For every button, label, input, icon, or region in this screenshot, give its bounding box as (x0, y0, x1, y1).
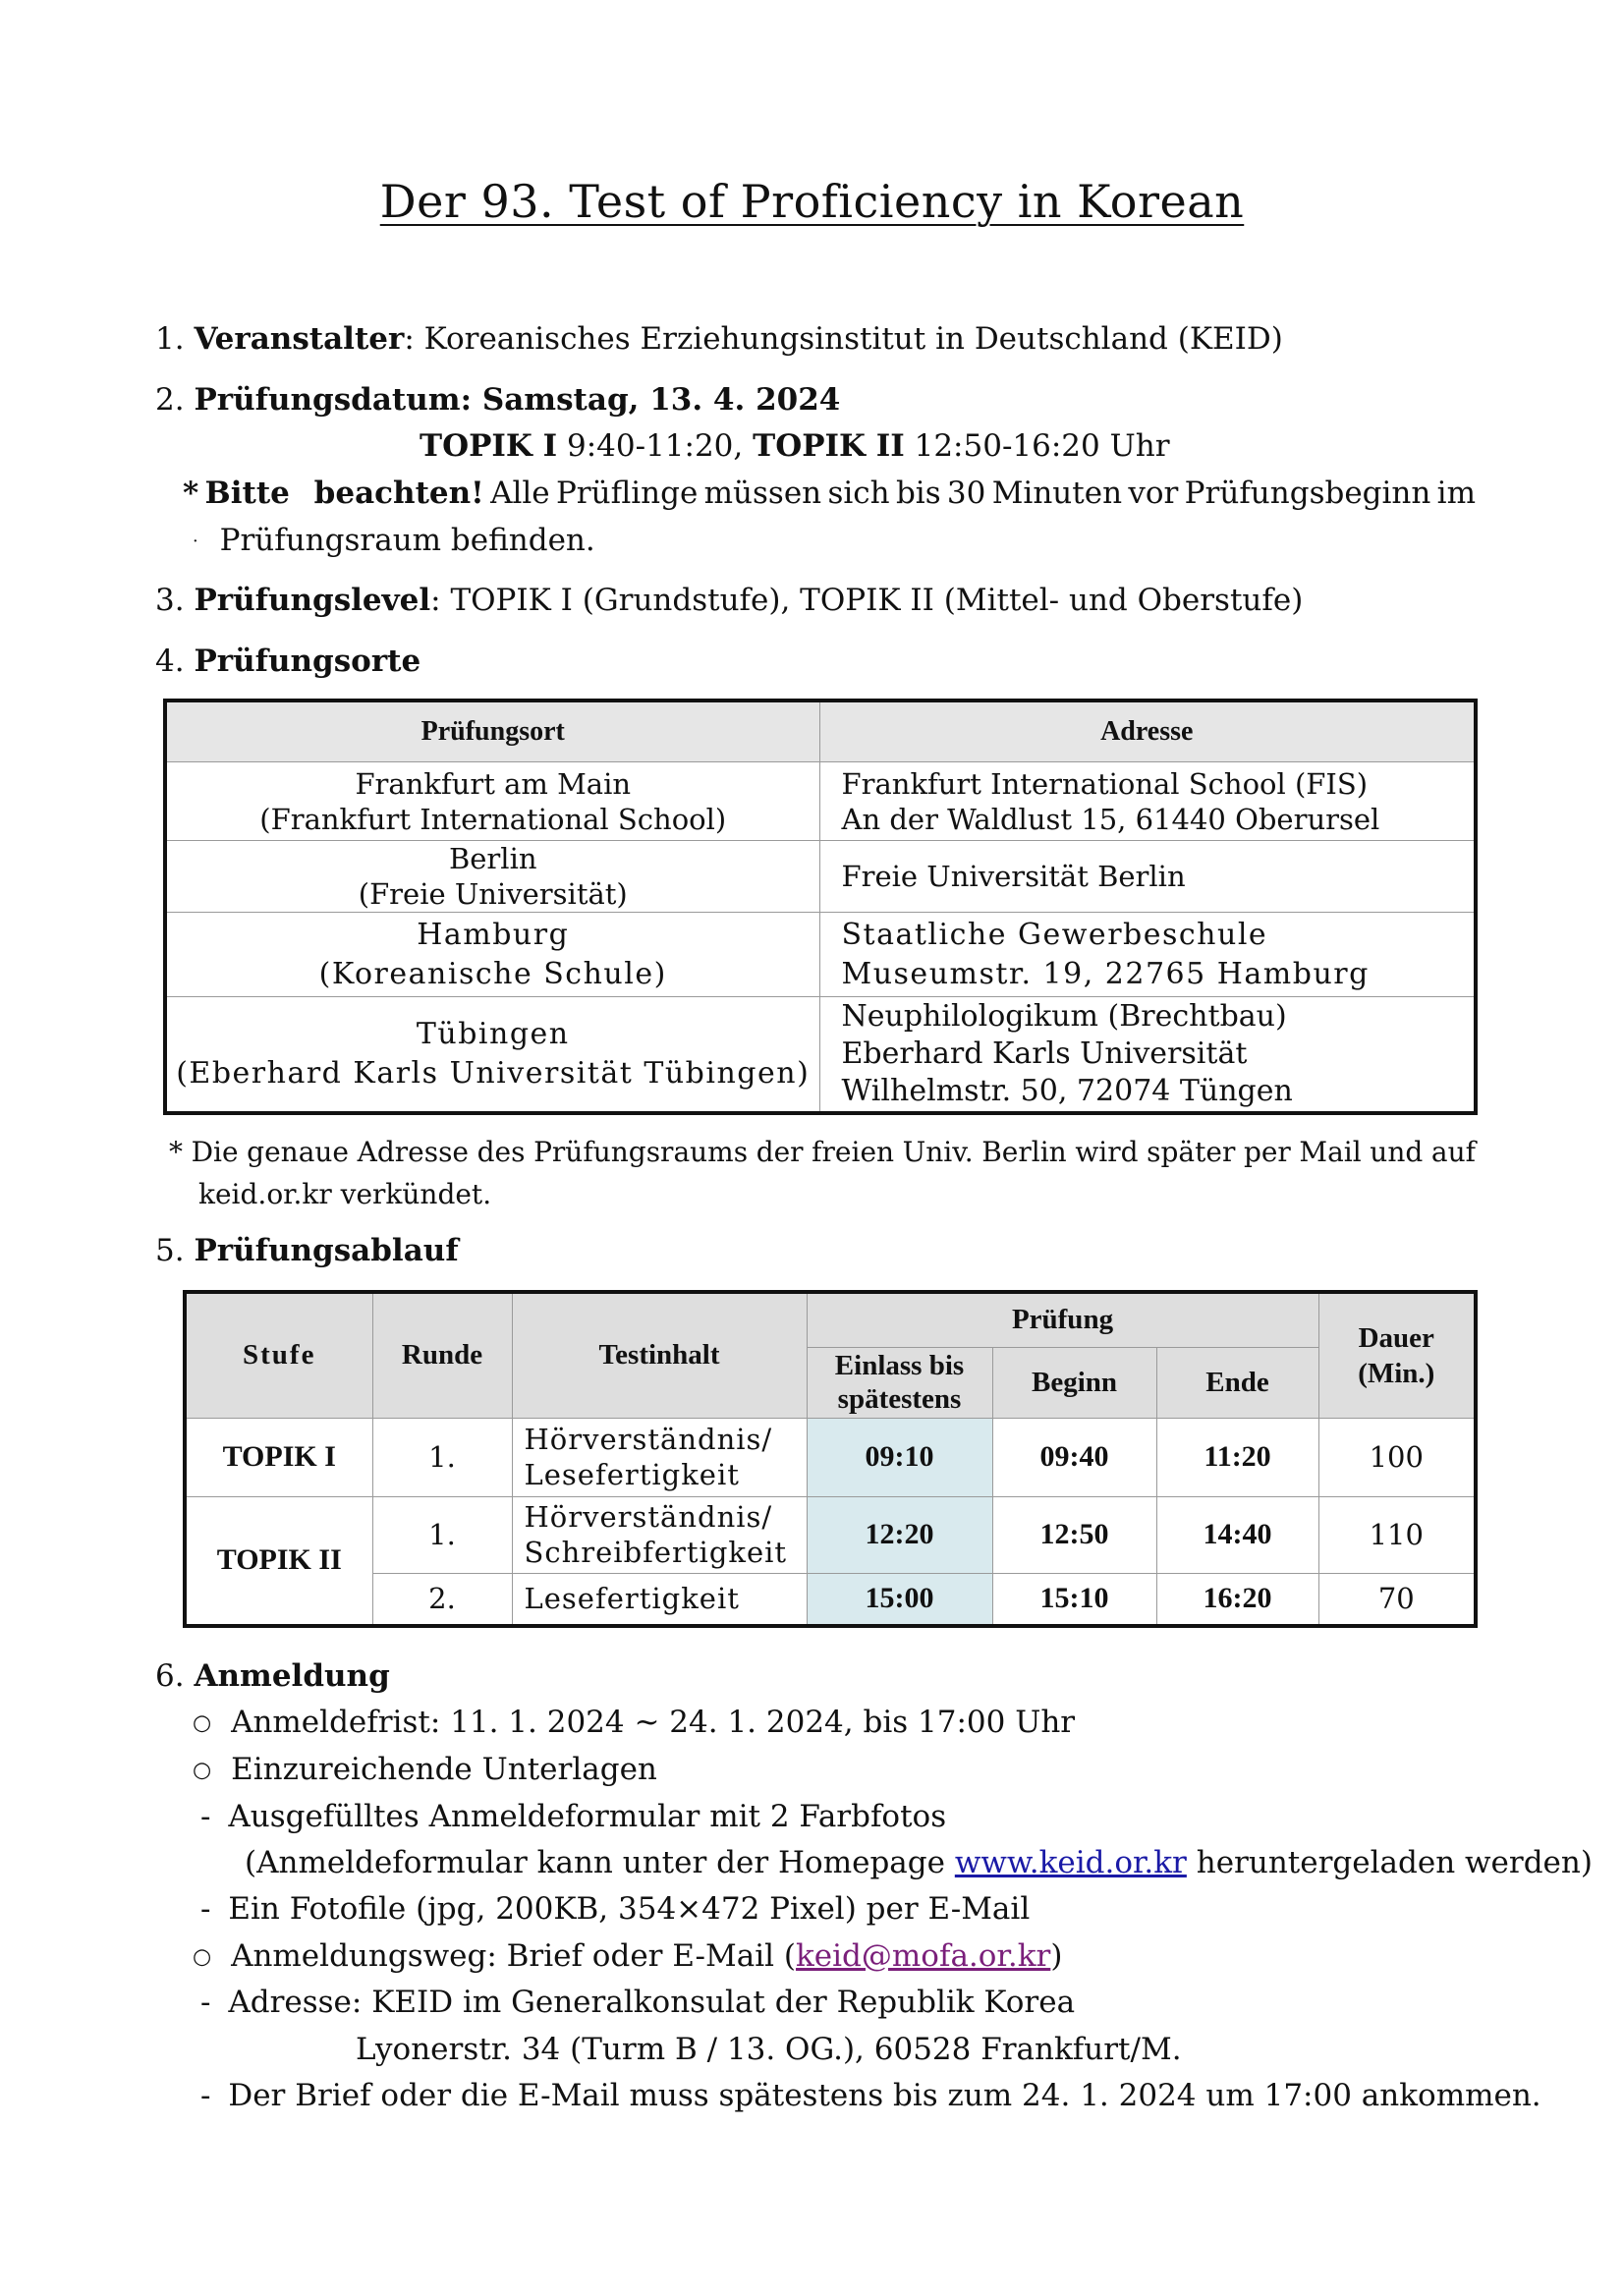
note-word: später (1147, 1136, 1236, 1168)
adresse-text: Adresse: KEID im Generalkonsulat der Republik Korea (228, 1985, 1076, 2020)
place-detail: (Eberhard Karls Universität Tübingen) (176, 1055, 811, 1091)
note-line2-text: Prüfungsraum befinden. (219, 523, 595, 558)
section-4-note-line2: keid.or.kr verkündet. (198, 1178, 492, 1210)
header-ende: Ende (1156, 1347, 1318, 1418)
address-line: Frankfurt International School (FIS) (841, 766, 1369, 801)
section-6 (155, 1656, 390, 1696)
section-6-number: 6. (155, 1658, 185, 1694)
section-5-number: 5. (155, 1233, 185, 1268)
dash-bullet: - (200, 1799, 211, 1834)
topik-2-label: TOPIK II (753, 428, 905, 464)
beginn-cell: 12:50 (992, 1496, 1156, 1573)
beginn-cell: 15:10 (992, 1573, 1156, 1626)
formular-note-post: heruntergeladen werden) (1186, 1845, 1593, 1880)
note-word: müssen (703, 476, 822, 511)
testinhalt-line: Hörverständnis/ (524, 1423, 773, 1456)
header-dauer: Dauer (Min.) (1318, 1292, 1476, 1418)
formular-note-pre: (Anmeldeformular kann unter der Homepage (245, 1845, 955, 1880)
section-5 (155, 1231, 459, 1270)
runde-cell: 2. (372, 1573, 512, 1626)
section-4 (155, 642, 420, 681)
header-pruefung: Prüfung (807, 1292, 1318, 1347)
anmeldungsweg-text (231, 1938, 1062, 1974)
note-word: und (1370, 1136, 1424, 1168)
runde-cell: 1. (372, 1418, 512, 1496)
note-word: des (476, 1136, 526, 1168)
section-4-label: Prüfungsorte (194, 644, 421, 679)
formular-note (245, 1843, 1593, 1882)
address-cell (819, 841, 1476, 913)
anmeldungsweg-pre: Anmeldungsweg: Brief oder E-Mail ( (231, 1938, 797, 1974)
address-cell (819, 762, 1476, 841)
testinhalt-cell (512, 1418, 807, 1496)
note-word: Adresse (357, 1136, 470, 1168)
note-word: im (1436, 476, 1476, 511)
email-link[interactable]: keid@mofa.or.kr (796, 1938, 1051, 1974)
note-word: Mail (1299, 1136, 1362, 1168)
testinhalt-line: Hörverständnis/ (524, 1500, 773, 1534)
einlass-cell: 09:10 (807, 1418, 992, 1496)
frist-final-item (200, 2076, 1541, 2115)
note-word: genaue (247, 1136, 349, 1168)
note-word: Prüfungsraums (533, 1136, 749, 1168)
section-2-number: 2. (155, 382, 185, 418)
address-cell (819, 997, 1476, 1113)
place-name: Tübingen (416, 1016, 570, 1051)
note-word: Prüflinge (555, 476, 699, 511)
address-line: Neuphilologikum (Brechtbau) (841, 998, 1287, 1034)
note-word: Minuten (991, 476, 1123, 511)
topik-1-label: TOPIK I (420, 428, 558, 464)
header-testinhalt: Testinhalt (512, 1292, 807, 1418)
place-cell (165, 997, 819, 1113)
address-line: Wilhelmstr. 50, 72074 Tüngen (841, 1073, 1293, 1108)
section-6-label: Anmeldung (194, 1658, 390, 1694)
ende-cell: 11:20 (1156, 1418, 1318, 1496)
section-1-text: : Koreanisches Erziehungsinstitut in Deutschland (KEID) (404, 321, 1283, 357)
stufe-cell: TOPIK I (185, 1418, 372, 1496)
testinhalt-line: Schreibfertigkeit (524, 1536, 788, 1569)
place-name: Hamburg (417, 917, 570, 952)
header-pruefungsort: Prüfungsort (165, 700, 819, 762)
note-star: * (169, 1136, 183, 1168)
note-dot: · (193, 531, 198, 552)
fotofile-text: Ein Fotofile (jpg, 200KB, 354×472 Pixel) per E-Mail (228, 1891, 1031, 1927)
header-adresse: Adresse (819, 700, 1476, 762)
note-word: Alle (490, 476, 550, 511)
anmeldungsweg-post: ) (1050, 1938, 1063, 1974)
address-line: Eberhard Karls Universität (841, 1036, 1248, 1071)
adresse-line2: Lyonerstr. 34 (Turm B / 13. OG.), 60528 Frankfurt/M. (356, 2032, 1182, 2067)
page-title: Der 93. Test of Proficiency in Korean (379, 175, 1245, 228)
address-line: Freie Universität Berlin (841, 860, 1186, 893)
note-word: per (1243, 1136, 1291, 1168)
circle-bullet-icon: ○ (193, 1944, 212, 1970)
section-4-note (169, 1133, 1476, 1172)
fotofile-item (200, 1889, 1030, 1929)
note-word: 30 (946, 476, 986, 511)
table-row (165, 913, 1476, 997)
table-row (165, 997, 1476, 1113)
place-cell (165, 762, 819, 841)
testinhalt-line: Lesefertigkeit (524, 1458, 740, 1491)
section-2-note (183, 474, 1476, 513)
header-stufe: Stufe (185, 1292, 372, 1418)
section-2-label: Prüfungsdatum: Samstag, 13. 4. 2024 (194, 382, 841, 418)
testinhalt-cell (512, 1496, 807, 1573)
table-row (185, 1573, 1476, 1626)
topik-2-time: 12:50-16:20 Uhr (904, 428, 1170, 464)
place-detail: (Freie Universität) (358, 877, 628, 911)
unterlagen-item (193, 1750, 657, 1791)
einlass-cell: 12:20 (807, 1496, 992, 1573)
place-cell (165, 913, 819, 997)
ende-cell: 16:20 (1156, 1573, 1318, 1626)
section-2-note-line2 (193, 521, 595, 562)
circle-bullet-icon: ○ (193, 1710, 212, 1736)
section-1-label: Veranstalter (194, 321, 405, 357)
frist-final-text: Der Brief oder die E-Mail muss spätestens bis zum 24. 1. 2024 um 17:00 ankommen. (228, 2078, 1541, 2113)
note-bold: Bitte beachten! (204, 476, 484, 511)
schedule-table (183, 1290, 1478, 1628)
topik-1-time: 9:40-11:20, (557, 428, 754, 464)
circle-bullet-icon: ○ (193, 1758, 212, 1783)
section-3-label: Prüfungslevel (194, 583, 431, 618)
ende-cell: 14:40 (1156, 1496, 1318, 1573)
section-3-text: : TOPIK I (Grundstufe), TOPIK II (Mittel- und Oberstufe) (430, 583, 1304, 618)
address-line: Museumstr. 19, 22765 Hamburg (841, 956, 1370, 991)
section-3-number: 3. (155, 583, 185, 618)
place-detail: (Koreanische Schule) (318, 956, 667, 991)
stufe-cell: TOPIK II (185, 1496, 372, 1626)
section-4-number: 4. (155, 644, 185, 679)
dash-bullet: - (200, 2078, 211, 2113)
dash-bullet: - (200, 1891, 211, 1927)
note-word: freien (812, 1136, 895, 1168)
address-line: An der Waldlust 15, 61440 Oberursel (841, 802, 1380, 836)
note-word: der (756, 1136, 804, 1168)
note-word: sich (827, 476, 890, 511)
section-1 (155, 319, 1283, 359)
runde-cell: 1. (372, 1496, 512, 1573)
formular-item (200, 1797, 946, 1836)
address-line: Staatliche Gewerbeschule (841, 917, 1268, 952)
table-header-row (165, 700, 1476, 762)
einlass-cell: 15:00 (807, 1573, 992, 1626)
place-detail: (Frankfurt International School) (259, 802, 727, 836)
dauer-cell: 100 (1318, 1418, 1476, 1496)
section-5-label: Prüfungsablauf (194, 1233, 459, 1268)
adresse-item (200, 1983, 1075, 2022)
header-runde: Runde (372, 1292, 512, 1418)
table-header-row (185, 1292, 1476, 1347)
note-word: vor (1128, 476, 1179, 511)
header-einlass: Einlass bis spätestens (807, 1347, 992, 1418)
dash-bullet: - (200, 1985, 211, 2020)
beginn-cell: 09:40 (992, 1418, 1156, 1496)
header-beginn: Beginn (992, 1347, 1156, 1418)
address-cell (819, 913, 1476, 997)
anmeldefrist-item (193, 1703, 1075, 1744)
locations-table (163, 699, 1478, 1115)
place-cell (165, 841, 819, 913)
note-word: Berlin (981, 1136, 1067, 1168)
formular-text: Ausgefülltes Anmeldeformular mit 2 Farbfotos (228, 1799, 947, 1834)
dauer-cell: 70 (1318, 1573, 1476, 1626)
unterlagen-text: Einzureichende Unterlagen (231, 1752, 657, 1787)
table-row (185, 1496, 1476, 1573)
note-star: * (183, 476, 199, 511)
testinhalt-cell: Lesefertigkeit (512, 1573, 807, 1626)
note-word: Prüfungsbeginn (1184, 476, 1431, 511)
homepage-link[interactable]: www.keid.or.kr (954, 1845, 1187, 1880)
dauer-cell: 110 (1318, 1496, 1476, 1573)
section-2-times (420, 426, 1170, 466)
section-3 (155, 581, 1303, 620)
note-word: bis (895, 476, 941, 511)
note-word: auf (1430, 1136, 1476, 1168)
table-row (185, 1418, 1476, 1496)
section-2 (155, 380, 840, 420)
note-word: wird (1075, 1136, 1139, 1168)
note-word: Univ. (902, 1136, 974, 1168)
anmeldefrist-text: Anmeldefrist: 11. 1. 2024 ~ 24. 1. 2024, bis 17:00 Uhr (231, 1705, 1076, 1740)
note-word: Die (191, 1136, 239, 1168)
table-row (165, 762, 1476, 841)
section-1-number: 1. (155, 321, 185, 357)
table-row (165, 841, 1476, 913)
place-name: Frankfurt am Main (355, 766, 632, 801)
place-name: Berlin (448, 842, 537, 875)
anmeldungsweg-item (193, 1936, 1062, 1978)
